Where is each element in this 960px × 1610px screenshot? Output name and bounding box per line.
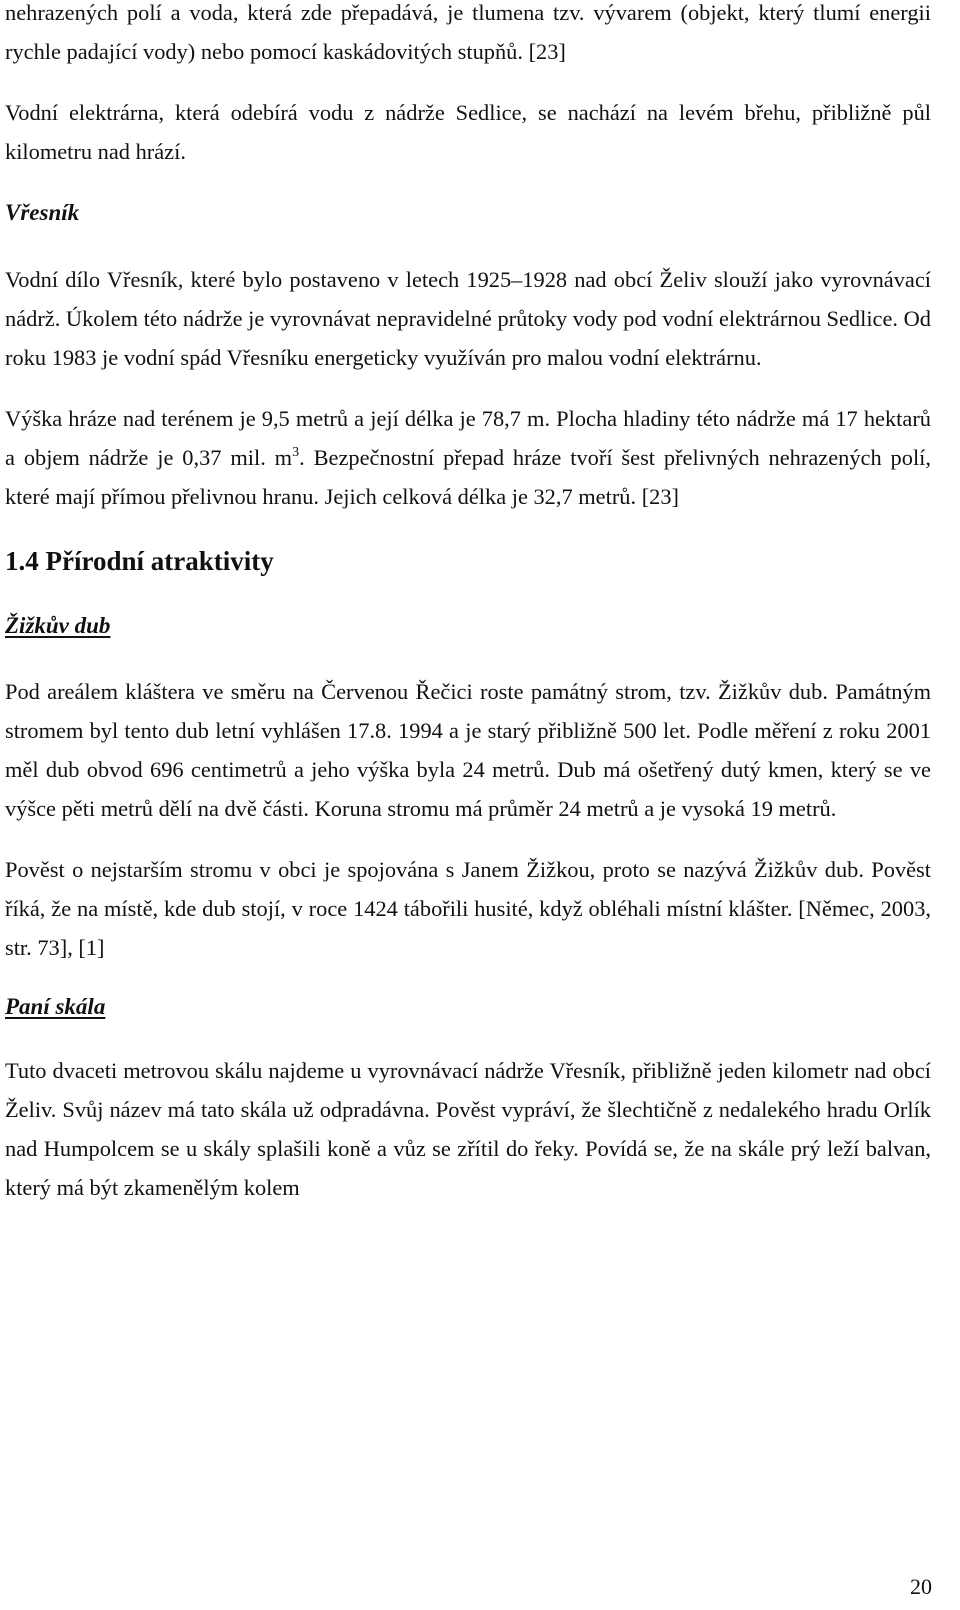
heading-zizkuv-dub: Žižkův dub	[5, 613, 111, 638]
paragraph-power-plant: Vodní elektrárna, která odebírá vodu z nádrže Sedlice, se nachází na levém břehu, přibližně půl kilometru nad hrází.	[5, 100, 931, 164]
dam-dimensions-text-a: Výška hráze nad terénem je 9,5 metrů a její délka je 78,7 m. Plocha hladiny této nádrže má 17 hektarů a objem nádrže je 0,37 mil. m	[5, 406, 931, 470]
cubic-superscript: 3	[292, 445, 300, 460]
section-heading-natural-attractions: 1.4 Přírodní atraktivity	[5, 546, 274, 576]
dam-dimensions-text-b: . Bezpečnostní přepad hráze tvoří šest přelivných nehrazených polí, které mají přímou přelivnou hranu. Jejich celková délka je 32,7 metrů. [23]	[5, 445, 931, 509]
paragraph-dam-dimensions	[5, 399, 931, 516]
heading-vresnik: Vřesník	[5, 200, 80, 225]
page-content	[5, 0, 931, 1207]
heading-pani-skala: Paní skála	[5, 994, 106, 1019]
paragraph-legend-oak: Pověst o nejstarším stromu v obci je spojována s Janem Žižkou, proto se nazývá Žižkův dub. Pověst říká, že na místě, kde dub stojí, v roce 1424 tábořili husité, když obléhali místní klášter. [Němec, 2003, str. 73], [1]	[5, 857, 931, 960]
paragraph-vresnik-dam: Vodní dílo Vřesník, které bylo postaveno v letech 1925–1928 nad obcí Želiv slouží jako vyrovnávací nádrž. Úkolem této nádrže je vyrovnávat nepravidelné průtoky vody pod vodní elektrárnou Sedlice. Od roku 1983 je vodní spád Vřesníku energeticky využíván pro malou vodní elektrárnu.	[5, 267, 931, 370]
page-number: 20	[910, 1574, 932, 1599]
paragraph-pani-skala: Tuto dvaceti metrovou skálu najdeme u vyrovnávací nádrže Vřesník, přibližně jeden kilometr nad obcí Želiv. Svůj název má tato skála už odpradávna. Pověst vypráví, že šlechtičně z nedalekého hradu Orlík nad Humpolcem se u skály splašili koně a vůz se zřítil do řeky. Povídá se, že na skále prý leží balvan, který má být zkamenělým kolem	[5, 1058, 931, 1200]
paragraph-zizkuv-dub: Pod areálem kláštera ve směru na Červenou Řečici roste památný strom, tzv. Žižkův dub. Památným stromem byl tento dub letní vyhlášen 17.8. 1994 a je starý přibližně 500 let. Podle měření z roku 2001 měl dub obvod 696 centimetrů a jeho výška byla 24 metrů. Dub má ošetřený dutý kmen, který se ve výšce pěti metrů dělí na dvě části. Koruna stromu má průměr 24 metrů a je vysoká 19 metrů.	[5, 679, 931, 821]
paragraph-spillway-end: nehrazených polí a voda, která zde přepadává, je tlumena tzv. vývarem (objekt, který tlumí energii rychle padající vody) nebo pomocí kaskádovitých stupňů. [23]	[5, 0, 931, 64]
